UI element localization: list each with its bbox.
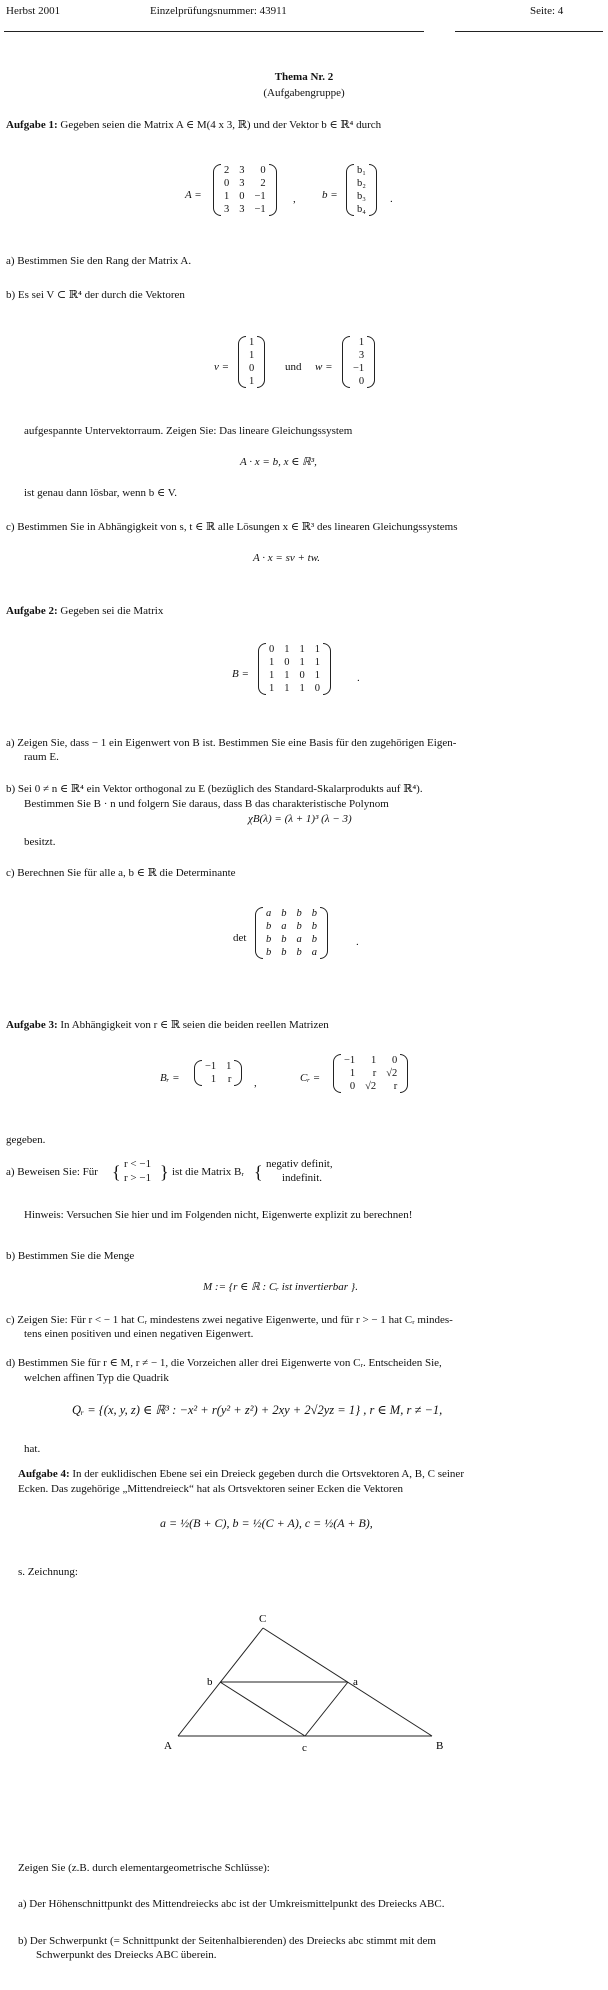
midline-ca xyxy=(305,1682,348,1736)
matrix-cell: 1 xyxy=(284,670,290,681)
a1-vector-b xyxy=(346,164,377,216)
matrix-cell: 1 xyxy=(249,376,255,387)
a2-char-polynomial: χB(λ) = (λ + 1)³ (λ − 3) xyxy=(248,813,352,825)
a2-part-a-line2: raum E. xyxy=(24,751,59,763)
matrix-cell: 0 xyxy=(358,376,365,387)
a3-part-c-line2: tens einen positiven und einen negativen Eigenwert. xyxy=(24,1328,254,1340)
a1-part-a: a) Bestimmen Sie den Rang der Matrix A. xyxy=(6,255,192,267)
a3-part-d-line1: d) Bestimmen Sie für r ∈ M, r ≠ − 1, die Vorzeichen aller drei Eigenwerte von Cᵣ. Entscheiden Sie, xyxy=(6,1357,442,1369)
matrix-cell: 1 xyxy=(284,644,290,655)
matrix-cell: 0 xyxy=(249,363,255,374)
a1-und: und xyxy=(285,361,302,373)
label-b: b xyxy=(207,1676,213,1688)
matrix-cell: a xyxy=(266,908,272,919)
matrix-cell: r xyxy=(372,1068,377,1079)
matrix-cell: √2 xyxy=(365,1081,377,1092)
label-a: a xyxy=(353,1676,358,1688)
matrix-cell: b xyxy=(266,947,272,958)
a3-intro: In Abhängigkeit von r ∈ ℝ seien die beiden reellen Matrizen xyxy=(60,1019,329,1031)
matrix-cell: 0 xyxy=(224,178,230,189)
header-rule-left xyxy=(4,31,424,32)
matrix-cell: a xyxy=(296,934,302,945)
matrix-cell: √2 xyxy=(386,1068,398,1079)
a3-intro-line xyxy=(6,1018,329,1032)
a3-part-a-cond2: r > −1 xyxy=(124,1172,152,1184)
theme-title: Thema Nr. 2 xyxy=(274,71,334,83)
matrix-cell: 1 xyxy=(314,644,320,655)
a4-intro-line2: Ecken. Das zugehörige „Mittendreieck“ hat als Ortsvektoren seiner Ecken die Vektoren xyxy=(18,1483,403,1495)
matrix-cell: b₂ xyxy=(357,178,366,189)
a3-part-d-line3: hat. xyxy=(24,1443,41,1455)
a3-Br-matrix xyxy=(194,1060,242,1086)
a3-part-c-line1: c) Zeigen Sie: Für r < − 1 hat Cᵣ mindestens zwei negative Eigenwerte, und für r > − 1 hat Cᵣ mindes- xyxy=(6,1314,453,1326)
header-rule-right xyxy=(455,31,603,32)
a3-part-a-result1: negativ definit, xyxy=(266,1158,333,1170)
a1-vector-w xyxy=(342,336,375,388)
a2-matrix-B xyxy=(258,643,331,695)
a3-label: Aufgabe 3: xyxy=(6,1019,58,1031)
matrix-cell: 1 xyxy=(210,1074,217,1085)
a2-det-matrix xyxy=(255,907,328,959)
matrix-cell: b xyxy=(296,908,302,919)
matrix-cell: 1 xyxy=(299,683,305,694)
matrix-cell: 1 xyxy=(226,1061,232,1072)
a2-intro-line xyxy=(6,604,163,618)
a1-vector-w-name: w = xyxy=(315,361,333,373)
matrix-cell: 1 xyxy=(269,657,275,668)
a4-midpoint-equations: a = ½(B + C), b = ½(C + A), c = ½(A + B), xyxy=(160,1516,373,1530)
a3-set-M: M := {r ∈ ℝ : Cᵣ ist invertierbar }. xyxy=(203,1281,358,1293)
a4-intro1: In der euklidischen Ebene sei ein Dreieck gegeben durch die Ortsvektoren A, B, C seiner xyxy=(72,1468,464,1480)
matrix-cell: b xyxy=(266,921,272,932)
label-A: A xyxy=(164,1740,172,1752)
a2-intro: Gegeben sei die Matrix xyxy=(60,605,164,617)
theme-subtitle: (Aufgabengruppe) xyxy=(263,87,345,99)
a1-matrix-A xyxy=(213,164,277,216)
a1-matrix-A-name: A = xyxy=(185,189,202,201)
matrix-cell: 1 xyxy=(299,657,305,668)
a3-quadric: Qᵣ = {(x, y, z) ∈ ℝ³ : −x² + r(y² + z²) + 2xy + 2√2yz = 1} , r ∈ M, r ≠ −1, xyxy=(72,1403,443,1417)
a2-part-c: c) Berechnen Sie für alle a, b ∈ ℝ die Determinante xyxy=(6,867,236,879)
matrix-cell: b xyxy=(311,908,317,919)
a1-part-b-equation: A · x = b, x ∈ ℝ³, xyxy=(240,456,317,468)
midline-bc xyxy=(220,1682,305,1736)
matrix-cell: −1 xyxy=(205,1061,217,1072)
a3-Cr-matrix xyxy=(333,1054,408,1093)
a2-matrix-B-name: B = xyxy=(232,668,249,680)
matrix-cell: −1 xyxy=(344,1055,356,1066)
a4-triangle-figure xyxy=(160,1606,460,1758)
label-B: B xyxy=(436,1740,444,1752)
a3-given: gegeben. xyxy=(6,1134,46,1146)
matrix-cell: r xyxy=(393,1081,398,1092)
a1-part-b-text2: aufgespannte Untervektorraum. Zeigen Sie: Das lineare Gleichungssystem xyxy=(24,425,353,437)
a1-part-c: c) Bestimmen Sie in Abhängigkeit von s, t ∈ ℝ alle Lösungen x ∈ ℝ³ des linearen Gleichungssystems xyxy=(6,521,458,533)
matrix-cell: 1 xyxy=(269,670,275,681)
matrix-cell: 1 xyxy=(284,683,290,694)
matrix-cell: b xyxy=(296,947,302,958)
a2-part-a-line1: a) Zeigen Sie, dass − 1 ein Eigenwert von B ist. Bestimmen Sie eine Basis für den zugehörigen Eigen- xyxy=(6,737,457,749)
matrix-cell: b xyxy=(296,921,302,932)
matrix-cell: −1 xyxy=(353,363,365,374)
a1-intro: Gegeben seien die Matrix A ∈ M(4 x 3, ℝ) und der Vektor b ∈ ℝ⁴ durch xyxy=(60,119,382,131)
a2-part-b-line3: besitzt. xyxy=(24,836,56,848)
a4-part-a: a) Der Höhenschnittpunkt des Mittendreiecks abc ist der Umkreismittelpunkt des Dreiecks ABC. xyxy=(18,1898,445,1910)
a1-label: Aufgabe 1: xyxy=(6,119,58,131)
a1-vector-b-name: b = xyxy=(322,189,338,201)
a4-label: Aufgabe 4: xyxy=(18,1468,70,1480)
header-date: Herbst 2001 xyxy=(6,5,61,17)
matrix-cell: 0 xyxy=(239,191,245,202)
matrix-cell: a xyxy=(311,947,317,958)
matrix-cell: b xyxy=(266,934,272,945)
matrix-cell: 0 xyxy=(284,657,290,668)
a2-part-b-line1: b) Sei 0 ≠ n ∈ ℝ⁴ ein Vektor orthogonal zu E (bezüglich des Standard-Skalarprodukts auf ℝ⁴). xyxy=(6,783,423,795)
a3-Br-name: Bᵣ = xyxy=(160,1072,180,1084)
matrix-cell: 3 xyxy=(239,165,245,176)
matrix-cell: −1 xyxy=(254,204,266,215)
matrix-cell: 1 xyxy=(370,1055,377,1066)
a3-hint: Hinweis: Versuchen Sie hier und im Folgenden nicht, Eigenwerte explizit zu berechnen! xyxy=(24,1209,413,1221)
matrix-cell: 0 xyxy=(349,1081,356,1092)
matrix-cell: 1 xyxy=(224,191,230,202)
a1-vector-v xyxy=(238,336,265,388)
matrix-cell: 1 xyxy=(358,337,365,348)
a4-part-b-line2: Schwerpunkt des Dreiecks ABC überein. xyxy=(36,1949,217,1961)
matrix-cell: 1 xyxy=(249,337,255,348)
matrix-cell: 3 xyxy=(358,350,365,361)
matrix-cell: 1 xyxy=(314,670,320,681)
a1-part-b-text3: ist genau dann lösbar, wenn b ∈ V. xyxy=(24,487,178,499)
a1-intro-line xyxy=(6,118,381,132)
matrix-cell: 1 xyxy=(249,350,255,361)
matrix-cell: 2 xyxy=(224,165,230,176)
matrix-cell: 1 xyxy=(269,683,275,694)
matrix-cell: 1 xyxy=(314,657,320,668)
a4-part-b-line1: b) Der Schwerpunkt (= Schnittpunkt der Seitenhalbierenden) des Dreiecks abc stimmt mit dem xyxy=(18,1935,436,1947)
matrix-cell: b₁ xyxy=(357,165,366,176)
matrix-cell: a xyxy=(281,921,287,932)
a3-part-a-pre: a) Beweisen Sie: Für xyxy=(6,1166,98,1178)
a3-part-a-cond1: r < −1 xyxy=(124,1158,152,1170)
a3-part-d-line2: welchen affinen Typ die Quadrik xyxy=(24,1372,169,1384)
a4-show: Zeigen Sie (z.B. durch elementargeometrische Schlüsse): xyxy=(18,1862,270,1874)
matrix-cell: 3 xyxy=(224,204,230,215)
a3-part-b: b) Bestimmen Sie die Menge xyxy=(6,1250,135,1262)
label-C: C xyxy=(259,1613,267,1625)
a2-label: Aufgabe 2: xyxy=(6,605,58,617)
matrix-cell: 0 xyxy=(260,165,266,176)
a2-det-label: det xyxy=(233,932,247,944)
matrix-cell: 0 xyxy=(314,683,320,694)
matrix-cell: b xyxy=(311,921,317,932)
header-page: Seite: 4 xyxy=(530,5,564,17)
matrix-cell: 3 xyxy=(239,178,245,189)
a1-part-b: b) Es sei V ⊂ ℝ⁴ der durch die Vektoren xyxy=(6,289,185,301)
matrix-cell: b xyxy=(281,934,287,945)
matrix-cell: 1 xyxy=(349,1068,356,1079)
a1-part-c-equation: A · x = sv + tw. xyxy=(253,552,320,564)
a3-part-a-mid: ist die Matrix Bᵣ xyxy=(172,1166,244,1178)
matrix-cell: −1 xyxy=(254,191,266,202)
matrix-cell: 2 xyxy=(260,178,266,189)
matrix-cell: 0 xyxy=(269,644,275,655)
matrix-cell: 0 xyxy=(391,1055,398,1066)
a4-intro-line1 xyxy=(18,1467,464,1481)
header-exam-number: Einzelprüfungsnummer: 43911 xyxy=(150,5,287,17)
a4-see-drawing: s. Zeichnung: xyxy=(18,1566,78,1578)
a1-vector-v-name: v = xyxy=(214,361,230,373)
matrix-cell: b xyxy=(281,947,287,958)
matrix-cell: b₃ xyxy=(357,191,366,202)
matrix-cell: b₄ xyxy=(357,204,366,215)
a2-part-b-line2: Bestimmen Sie B · n und folgern Sie daraus, dass B das charakteristische Polynom xyxy=(24,798,389,810)
matrix-cell: b xyxy=(311,934,317,945)
matrix-cell: 3 xyxy=(239,204,245,215)
matrix-cell: r xyxy=(227,1074,232,1085)
label-c: c xyxy=(302,1742,307,1754)
a3-Cr-name: Cᵣ = xyxy=(300,1072,321,1084)
matrix-cell: 1 xyxy=(299,644,305,655)
matrix-cell: b xyxy=(281,908,287,919)
matrix-cell: 0 xyxy=(299,670,305,681)
a3-part-a-result2: indefinit. xyxy=(282,1172,323,1184)
